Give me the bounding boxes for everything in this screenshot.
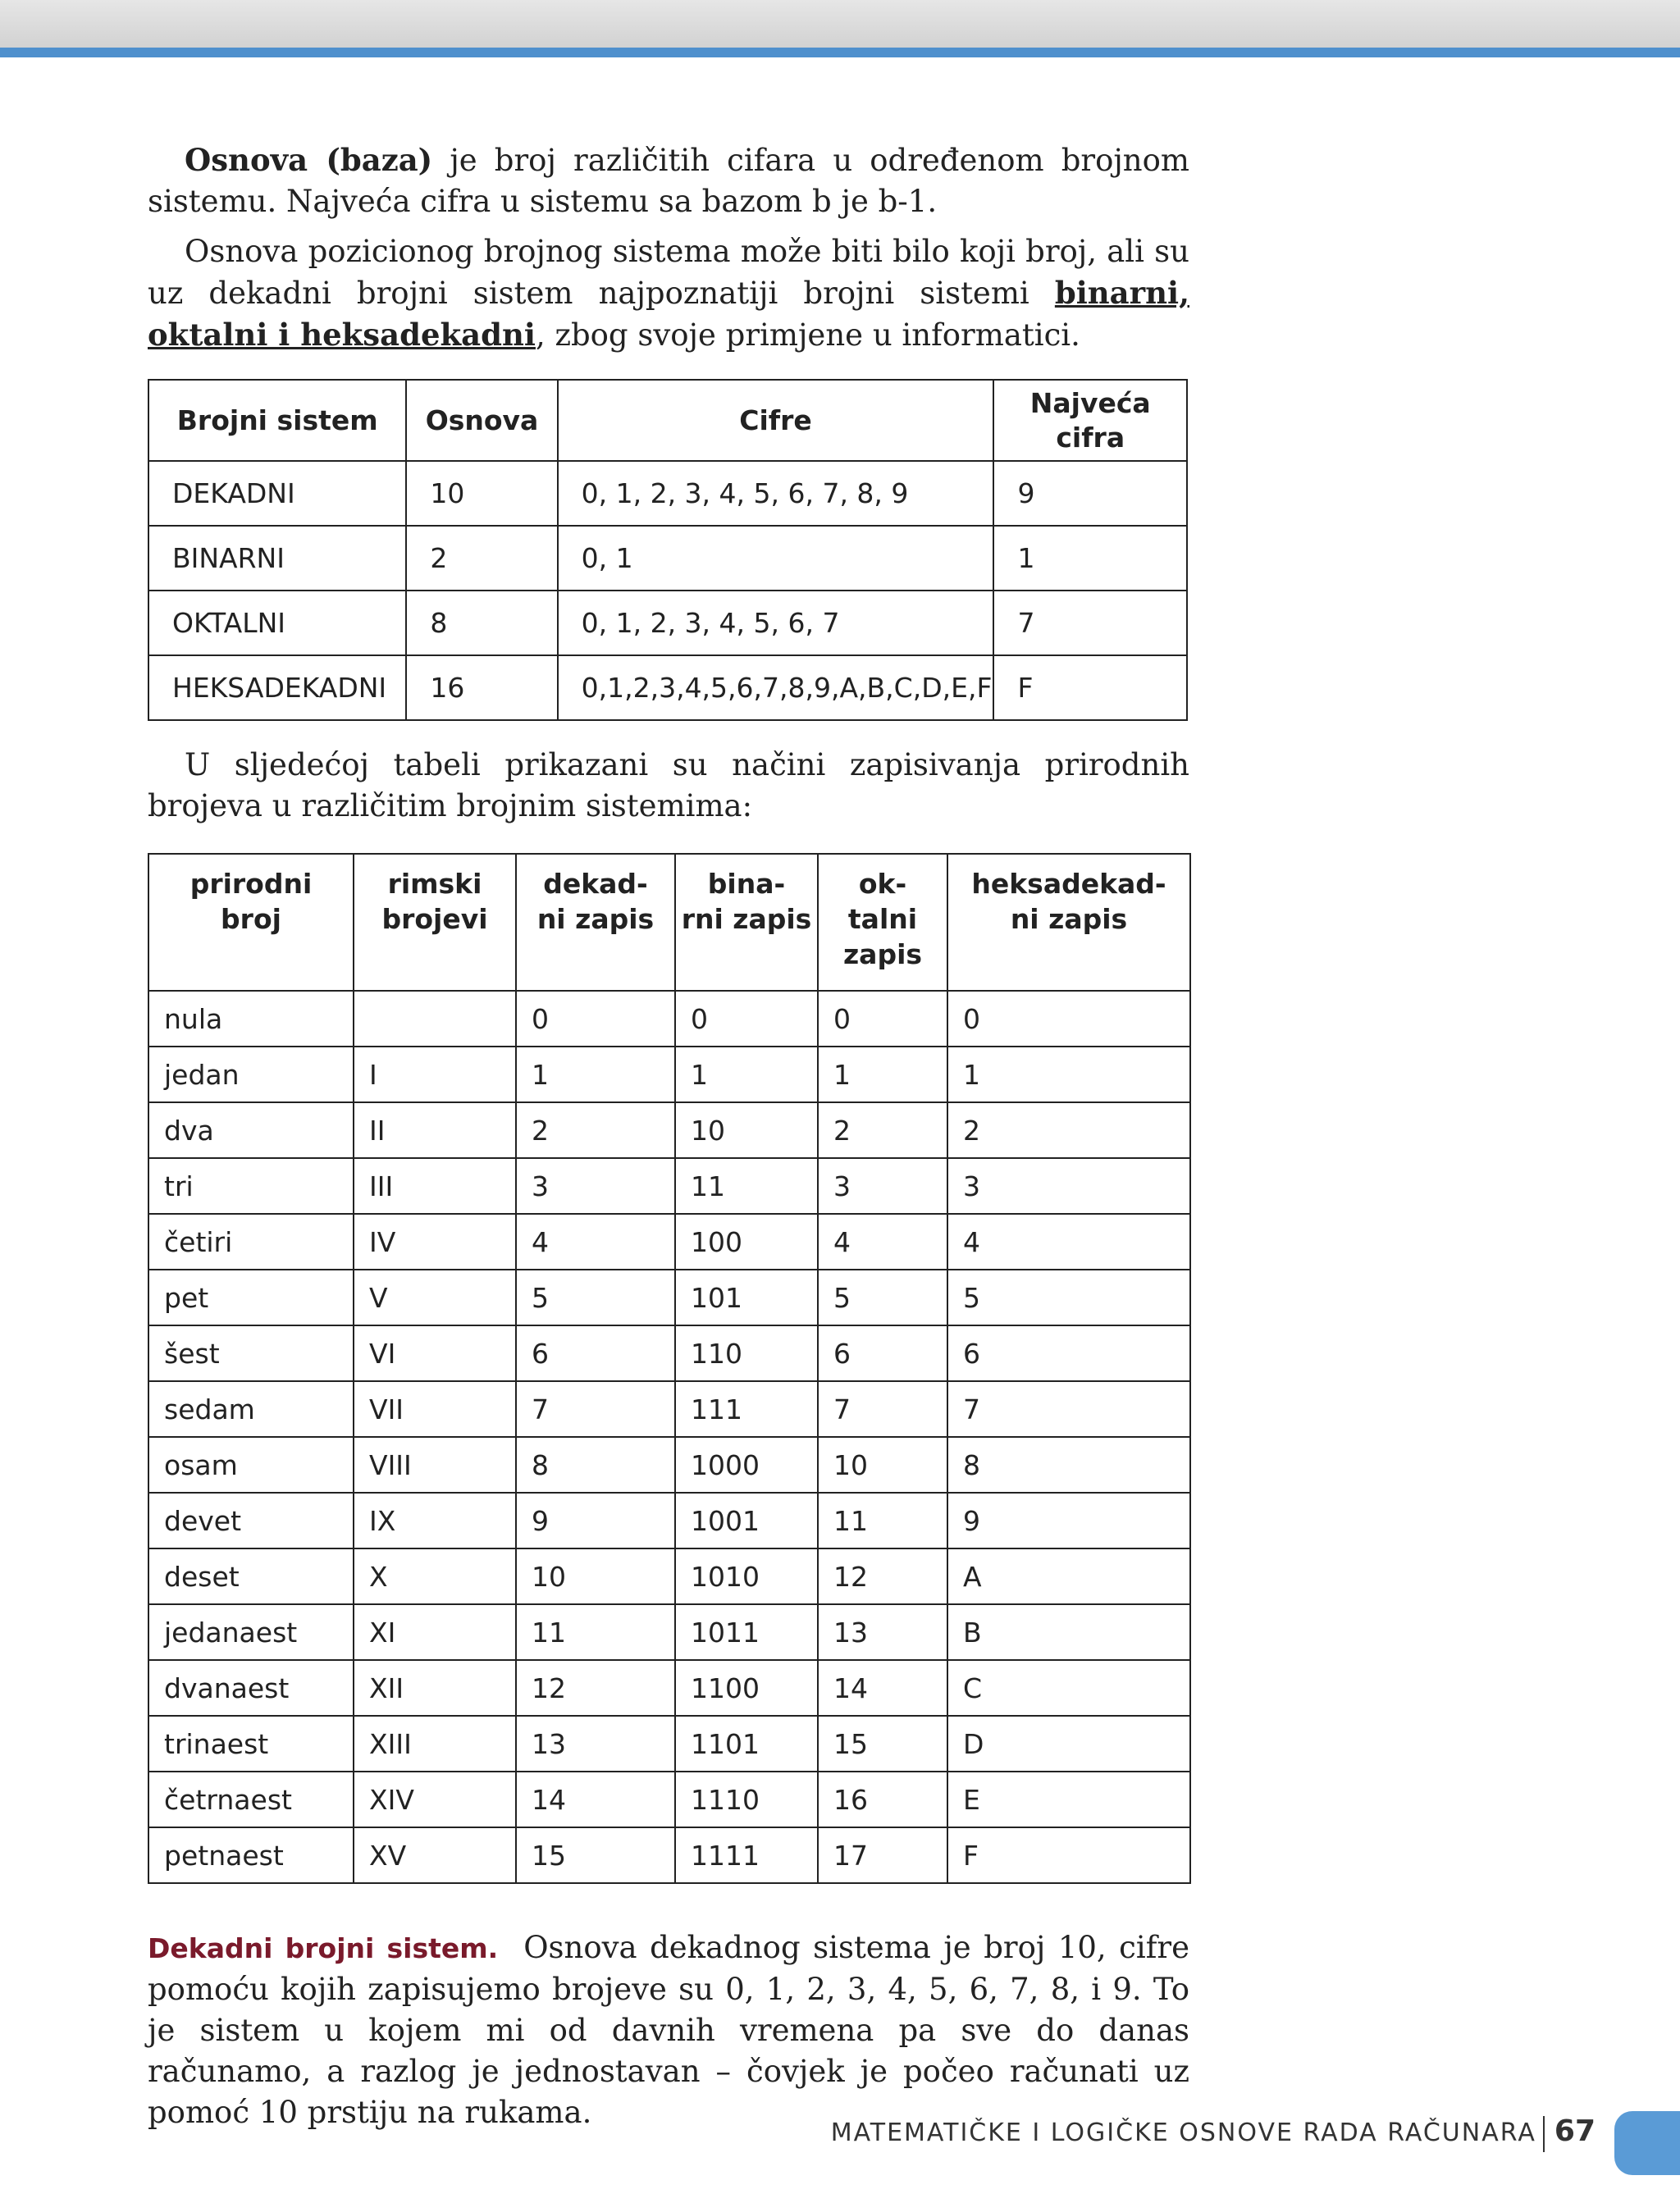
table2-intro (148, 745, 1189, 827)
table-cell: D (947, 1716, 1190, 1772)
page-footer (0, 2114, 1596, 2152)
table-cell: 16 (818, 1772, 947, 1827)
table-cell: 2 (818, 1102, 947, 1158)
table-cell: 1000 (675, 1437, 818, 1493)
table-row (148, 1716, 1190, 1772)
table-cell: 10 (675, 1102, 818, 1158)
table-cell: 9 (516, 1493, 675, 1548)
table-cell: 4 (947, 1214, 1190, 1270)
table-cell: 17 (818, 1827, 947, 1883)
header-natural-number: prirodni broj (148, 854, 354, 991)
table-cell: HEKSADEKADNI (148, 655, 406, 720)
table-cell: 5 (947, 1270, 1190, 1325)
table-cell: 0 (947, 991, 1190, 1047)
table-cell: 1101 (675, 1716, 818, 1772)
table-row (148, 591, 1187, 655)
table-cell: 0, 1 (558, 526, 994, 591)
table-cell: 6 (516, 1325, 675, 1381)
table-row (148, 1381, 1190, 1437)
table-cell: nula (148, 991, 354, 1047)
table-cell: XII (354, 1660, 516, 1716)
table-row (148, 1047, 1190, 1102)
table-row (148, 1102, 1190, 1158)
table-cell: 8 (406, 591, 557, 655)
table-cell: C (947, 1660, 1190, 1716)
table-row (148, 1493, 1190, 1548)
table-cell: 11 (818, 1493, 947, 1548)
table-cell: OKTALNI (148, 591, 406, 655)
table-cell: 0 (516, 991, 675, 1047)
section-title-decimal: Dekadni brojni sistem. (148, 1932, 499, 1964)
natural-numbers-table (148, 853, 1191, 1884)
table-cell: 15 (818, 1716, 947, 1772)
table-cell: devet (148, 1493, 354, 1548)
table-cell: deset (148, 1548, 354, 1604)
table-cell: dva (148, 1102, 354, 1158)
table-cell: 8 (516, 1437, 675, 1493)
table-cell: šest (148, 1325, 354, 1381)
table-cell: II (354, 1102, 516, 1158)
table-cell: 0 (818, 991, 947, 1047)
header-base: Osnova (406, 380, 557, 461)
table-row (148, 1158, 1190, 1214)
table-cell: VI (354, 1325, 516, 1381)
table-cell: 14 (516, 1772, 675, 1827)
table-row (148, 1548, 1190, 1604)
table-cell: 1011 (675, 1604, 818, 1660)
table-cell: 2 (947, 1102, 1190, 1158)
table-cell: 1001 (675, 1493, 818, 1548)
table-cell: jedan (148, 1047, 354, 1102)
header-digits: Cifre (558, 380, 994, 461)
table-cell: 2 (406, 526, 557, 591)
table-row (148, 655, 1187, 720)
table-cell: 11 (675, 1158, 818, 1214)
table-cell: 110 (675, 1325, 818, 1381)
table-cell: IX (354, 1493, 516, 1548)
table-cell: četiri (148, 1214, 354, 1270)
table-header-row (148, 854, 1190, 991)
table-cell: 16 (406, 655, 557, 720)
table-cell: 9 (947, 1493, 1190, 1548)
table-cell: 6 (947, 1325, 1190, 1381)
header-system: Brojni sistem (148, 380, 406, 461)
table-cell: I (354, 1047, 516, 1102)
table-cell: A (947, 1548, 1190, 1604)
table-cell: 7 (993, 591, 1187, 655)
header-roman: rimski brojevi (354, 854, 516, 991)
table-cell: 13 (516, 1716, 675, 1772)
table-cell: 3 (818, 1158, 947, 1214)
table-cell: 7 (947, 1381, 1190, 1437)
table-cell: BINARNI (148, 526, 406, 591)
systems-text-start: Osnova pozicionog brojnog sistema može biti bilo koji broj, ali su uz dekadni brojni sistem najpoznatiji brojni sistemi (148, 234, 1189, 311)
table-cell: 1 (675, 1047, 818, 1102)
table-cell: osam (148, 1437, 354, 1493)
systems-emphasis: binarni, oktalni i heksadekadni (148, 275, 1189, 353)
table-row (148, 1214, 1190, 1270)
table-cell: F (947, 1827, 1190, 1883)
top-header-bar (0, 0, 1680, 48)
decimal-system-section (148, 1927, 1189, 2133)
table-row (148, 1772, 1190, 1827)
table-cell: 4 (516, 1214, 675, 1270)
table-cell: 14 (818, 1660, 947, 1716)
table-cell: pet (148, 1270, 354, 1325)
header-decimal: dekad- ni zapis (516, 854, 675, 991)
table-row (148, 1437, 1190, 1493)
systems-text-end: , zbog svoje primjene u informatici. (535, 317, 1080, 353)
table-cell: XI (354, 1604, 516, 1660)
table-cell: 5 (818, 1270, 947, 1325)
page-number: 67 (1554, 2114, 1596, 2148)
table-cell: petnaest (148, 1827, 354, 1883)
table-cell: 101 (675, 1270, 818, 1325)
table-cell: XIII (354, 1716, 516, 1772)
table-cell: jedanaest (148, 1604, 354, 1660)
number-systems-table (148, 379, 1188, 721)
table-cell: dvanaest (148, 1660, 354, 1716)
table-cell: 10 (516, 1548, 675, 1604)
table-cell: V (354, 1270, 516, 1325)
table-cell: 0 (675, 991, 818, 1047)
table-row (148, 1270, 1190, 1325)
table-cell: B (947, 1604, 1190, 1660)
table-row (148, 1660, 1190, 1716)
table-cell: XV (354, 1827, 516, 1883)
table-cell: 0, 1, 2, 3, 4, 5, 6, 7, 8, 9 (558, 461, 994, 526)
table-cell: VIII (354, 1437, 516, 1493)
table-cell: X (354, 1548, 516, 1604)
table-row (148, 1827, 1190, 1883)
header-max-digit: Najveća cifra (993, 380, 1187, 461)
table-cell: 11 (516, 1604, 675, 1660)
table-row (148, 1325, 1190, 1381)
table-cell: 15 (516, 1827, 675, 1883)
table-cell: 2 (516, 1102, 675, 1158)
table-cell: trinaest (148, 1716, 354, 1772)
table-cell: 12 (516, 1660, 675, 1716)
paragraph-table-intro: U sljedećoj tabeli prikazani su načini zapisivanja prirodnih brojeva u različitim brojnim sistemima: (148, 747, 1189, 823)
table-cell: 1110 (675, 1772, 818, 1827)
term-base: Osnova (baza) (185, 142, 433, 178)
table-cell: F (993, 655, 1187, 720)
paragraph-decimal-system (148, 1927, 1189, 2133)
table-cell: 1 (818, 1047, 947, 1102)
table-cell: 8 (947, 1437, 1190, 1493)
table-cell: DEKADNI (148, 461, 406, 526)
table-cell: 4 (818, 1214, 947, 1270)
table-cell: 1 (993, 526, 1187, 591)
table-cell: VII (354, 1381, 516, 1437)
decimal-system-text: Osnova dekadnog sistema je broj 10, cifre pomoću kojih zapisujemo brojeve su 0, 1, 2, 3, 4, 5, 6, 7, 8, i 9. To je sistem u kojem mi od davnih vremena pa sve do danas računamo, a razlog je jednostavan – čovjek je počeo računati uz pomoć 10 prstiju na rukama. (148, 1930, 1189, 2130)
table-cell: E (947, 1772, 1190, 1827)
table-cell: 10 (406, 461, 557, 526)
natural-numbers-table-body (148, 991, 1190, 1883)
table-cell: 1100 (675, 1660, 818, 1716)
table-row (148, 461, 1187, 526)
table-cell: 1 (947, 1047, 1190, 1102)
table-header-row (148, 380, 1187, 461)
number-systems-table-body (148, 461, 1187, 720)
table-cell: 111 (675, 1381, 818, 1437)
table-cell: III (354, 1158, 516, 1214)
table-cell: 7 (516, 1381, 675, 1437)
table-cell (354, 991, 516, 1047)
header-binary: bina- rni zapis (675, 854, 818, 991)
table-cell: 7 (818, 1381, 947, 1437)
table-cell: 6 (818, 1325, 947, 1381)
footer-book-title: MATEMATIČKE I LOGIČKE OSNOVE RADA RAČUNARA (830, 2119, 1536, 2147)
table-cell: 0, 1, 2, 3, 4, 5, 6, 7 (558, 591, 994, 655)
table-cell: 3 (947, 1158, 1190, 1214)
top-accent-line (0, 48, 1680, 57)
base-definition-text: je broj različitih cifara u određenom brojnom sistemu. Najveća cifra u sistemu sa bazom b je b-1. (148, 143, 1190, 219)
table-row (148, 1604, 1190, 1660)
table-cell: 10 (818, 1437, 947, 1493)
table-row (148, 526, 1187, 591)
table-cell: XIV (354, 1772, 516, 1827)
footer-separator (1543, 2116, 1545, 2152)
table-cell: tri (148, 1158, 354, 1214)
intro-text-block (148, 139, 1189, 356)
table-cell: 13 (818, 1604, 947, 1660)
table-cell: IV (354, 1214, 516, 1270)
table-cell: četrnaest (148, 1772, 354, 1827)
table-cell: 1111 (675, 1827, 818, 1883)
table-row (148, 991, 1190, 1047)
table-cell: 12 (818, 1548, 947, 1604)
table-cell: 1 (516, 1047, 675, 1102)
header-hex: heksadekad- ni zapis (947, 854, 1190, 991)
table-cell: sedam (148, 1381, 354, 1437)
table-cell: 100 (675, 1214, 818, 1270)
table-cell: 0,1,2,3,4,5,6,7,8,9,A,B,C,D,E,F (558, 655, 994, 720)
table-cell: 9 (993, 461, 1187, 526)
table-cell: 1010 (675, 1548, 818, 1604)
table-cell: 3 (516, 1158, 675, 1214)
table-cell: 5 (516, 1270, 675, 1325)
paragraph-number-systems (148, 231, 1189, 356)
paragraph-base-definition (148, 139, 1189, 222)
header-octal: ok- talni zapis (818, 854, 947, 991)
page-edge-tab (1614, 2111, 1680, 2175)
